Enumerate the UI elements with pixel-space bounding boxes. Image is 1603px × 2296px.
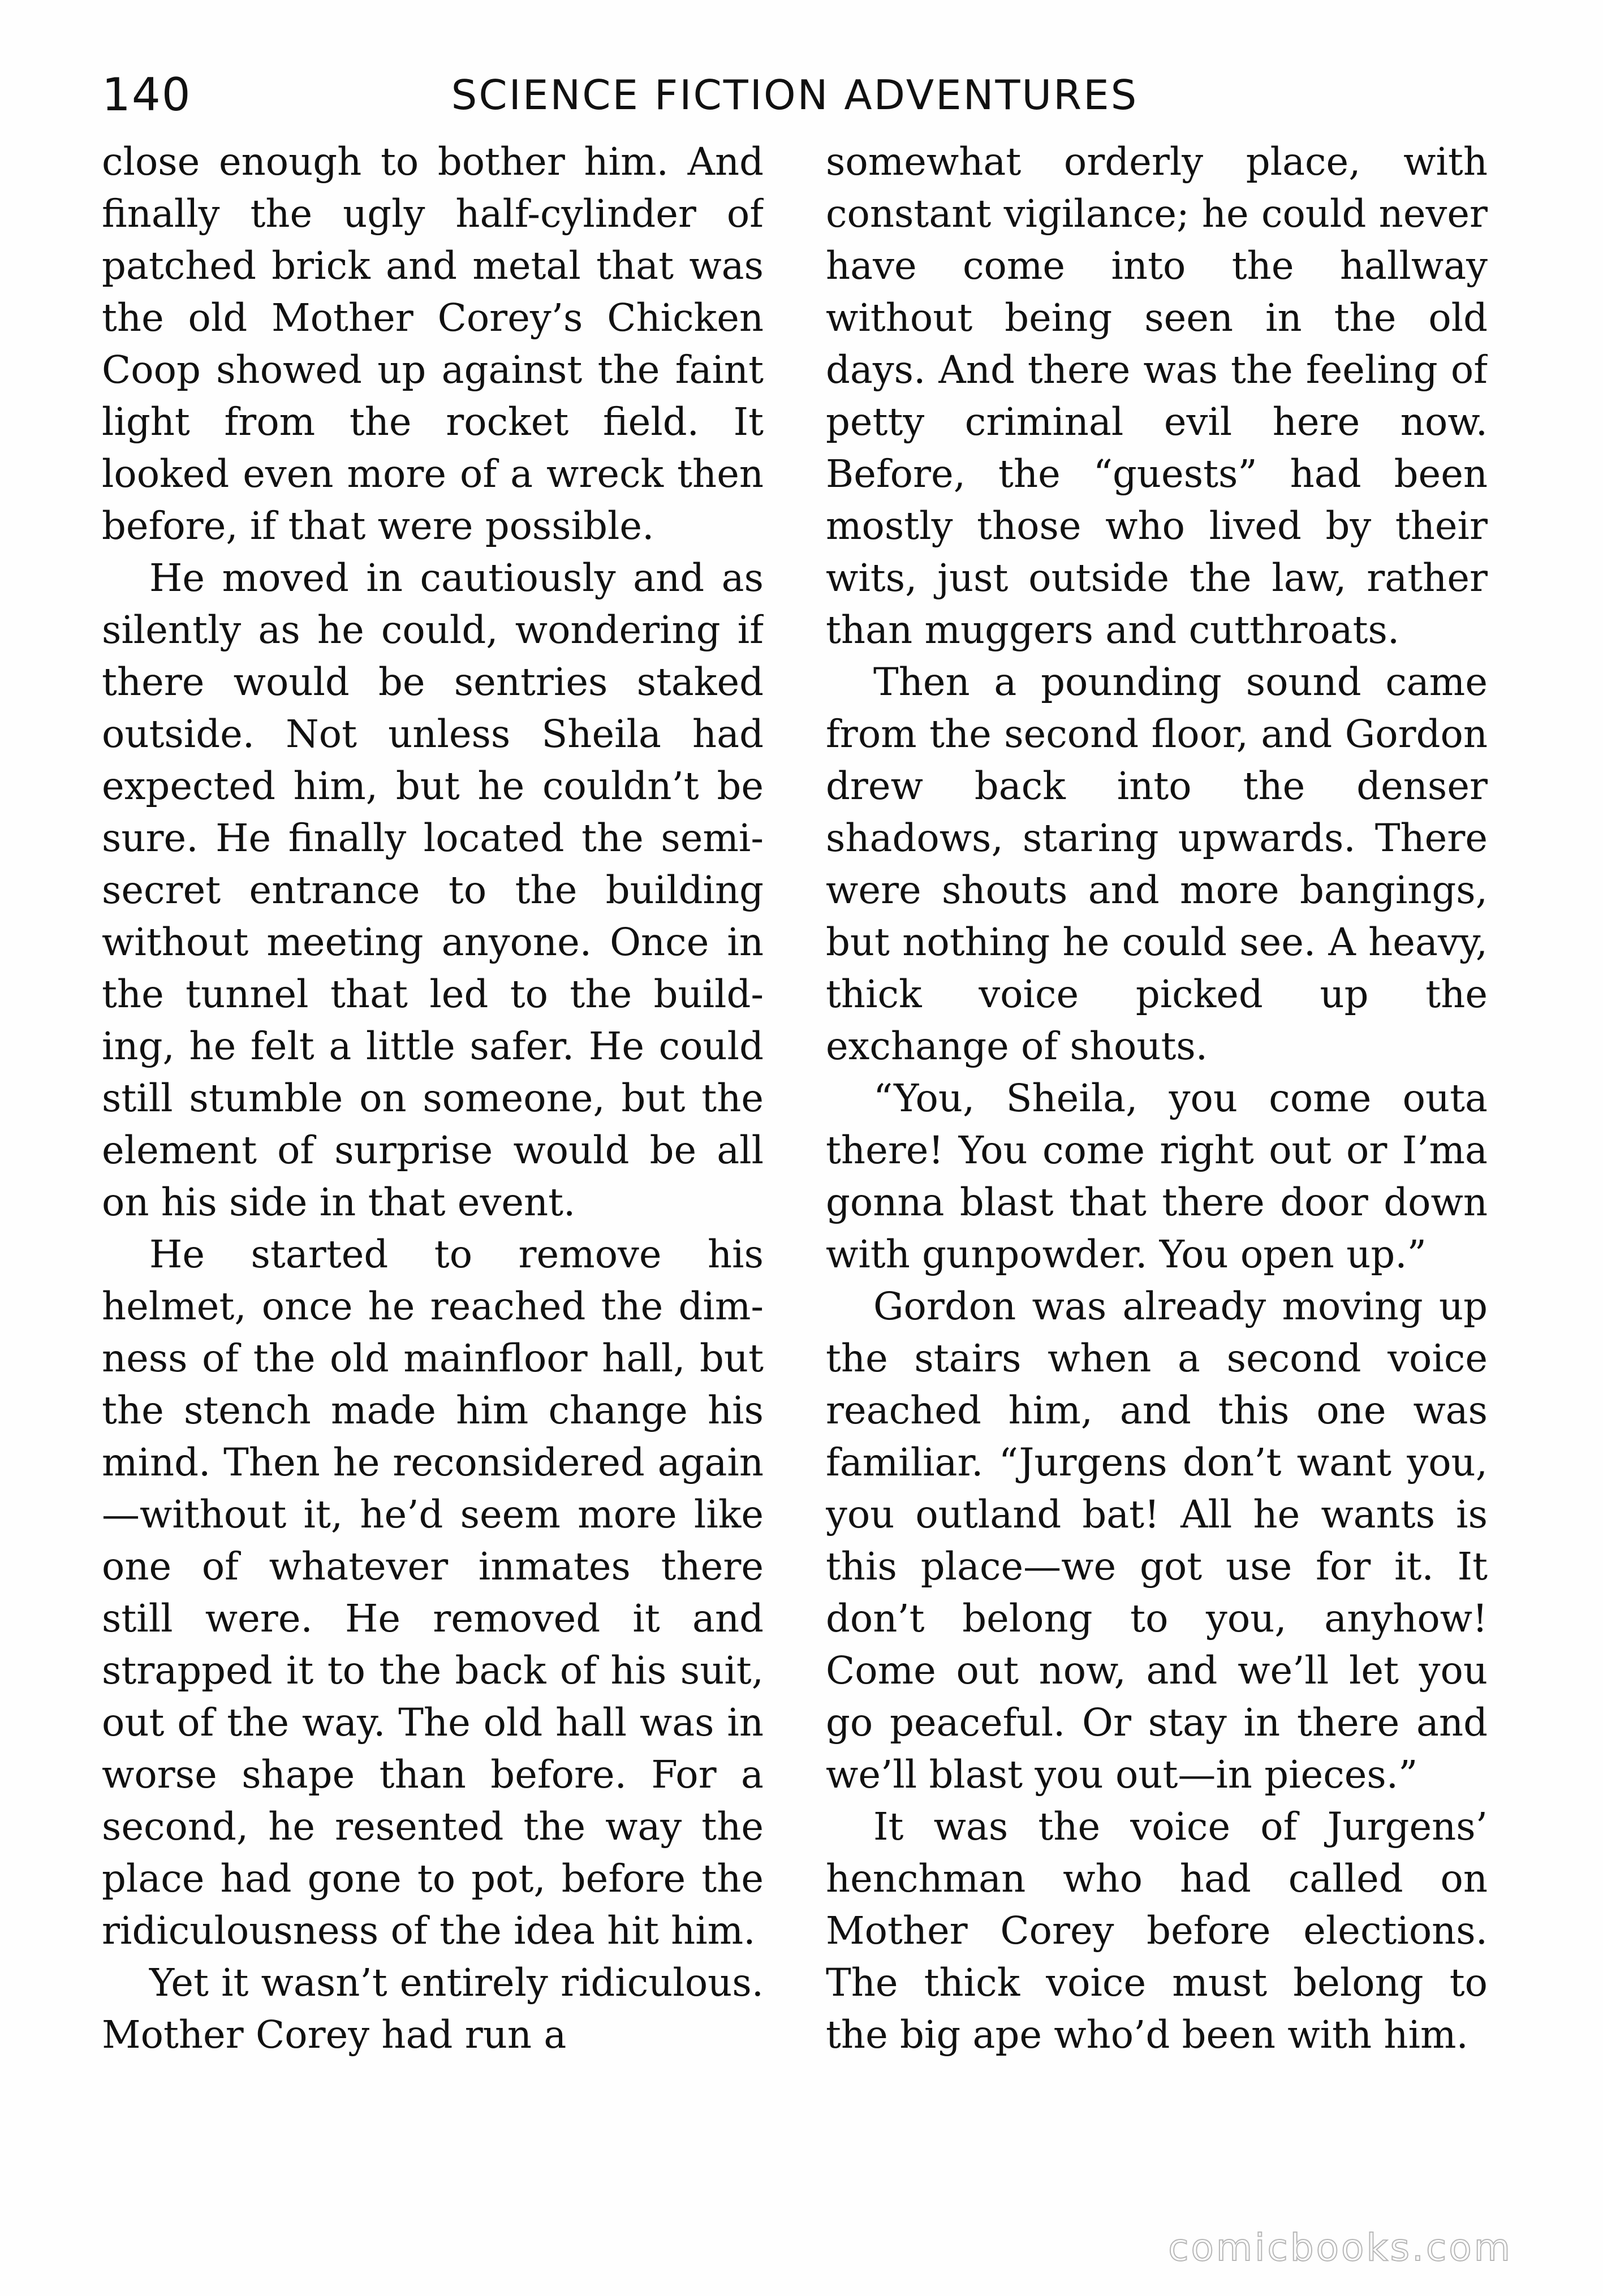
left-column — [102, 136, 764, 2200]
paragraph: Yet it wasn’t entirely ridiculous. Mother Corey had run a — [102, 1961, 764, 2057]
watermark: comicbooks.com — [1168, 2226, 1512, 2269]
running-title: SCIENCE FICTION ADVENTURES — [451, 71, 1139, 119]
paragraph: “You, Sheila, you come outa there! You come right out or I’ma gonna blast that there door down with gunpowder. You open up.” — [826, 1076, 1488, 1276]
paragraph: Gordon was already moving up the stairs when a second voice reached him, and this one was familiar. “Jurgens don’t want you, you outland bat! All he wants is this place—we got use for it. It don’t belong to you, anyhow! Come out now, and we’ll let you go peaceful. Or stay in there and we’ll blast you out—in pieces.” — [826, 1284, 1488, 1797]
page-number: 140 — [102, 68, 192, 121]
paragraph: He moved in cautiously and as silently as he could, wondering if there would be sentries staked outside. Not unless Sheila had expected him, but he couldn’t be sure. He finally located the semi-secret entrance to the building without meeting anyone. Once in the tunnel that led to the building, he felt a little safer. He could still stumble on someone, but the element of surprise would be all on his side in that event. — [102, 556, 764, 1224]
paragraph: somewhat orderly place, with constant vigilance; he could never have come into the hallway without being seen in the old days. And there was the feeling of petty criminal evil here now. Before, the “guests” had been mostly those who lived by their wits, just outside the law, rather than muggers and cutthroats. — [826, 140, 1488, 652]
paragraph: close enough to bother him. And finally the ugly half-cylinder of patched brick and metal that was the old Mother Corey’s Chicken Coop showed up against the faint light from the rocket field. It looked even more of a wreck then before, if that were possible. — [102, 140, 764, 548]
paragraph: Then a pounding sound came from the second floor, and Gordon drew back into the denser shadows, staring upwards. There were shouts and more bangings, but nothing he could see. A heavy, thick voice picked up the exchange of shouts. — [826, 660, 1488, 1068]
paragraph: It was the voice of Jurgens’ henchman who had called on Mother Corey before elections. The thick voice must belong to the big ape who’d been with him. — [826, 1805, 1488, 2057]
paragraph: He started to remove his helmet, once he reached the dimness of the old mainfloor hall, but the stench made him change his mind. Then he reconsidered again—without it, he’d seem more like one of whatever inmates there still were. He removed it and strapped it to the back of his suit, out of the way. The old hall was in worse shape than before. For a second, he resented the way the place had gone to pot, before the ridiculousness of the idea hit him. — [102, 1232, 764, 1953]
right-column — [826, 136, 1488, 2200]
page-header — [102, 67, 1488, 129]
